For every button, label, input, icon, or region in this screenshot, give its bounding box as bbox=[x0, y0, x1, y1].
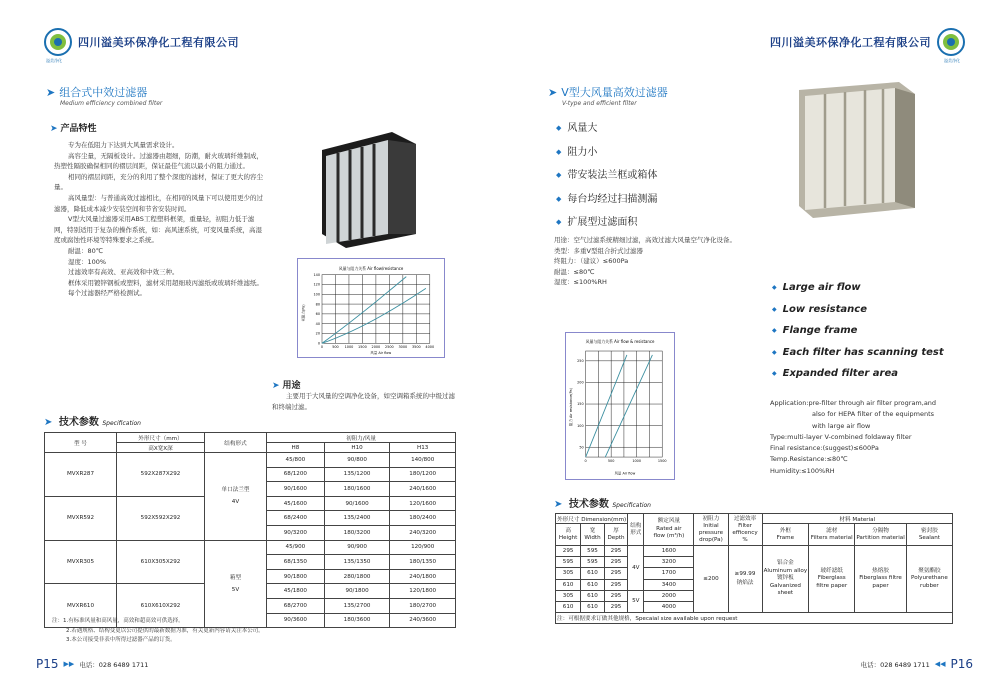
en-feature-item: ◆ Flange frame bbox=[772, 320, 944, 342]
resistance-cell: 68/2400 bbox=[267, 511, 325, 526]
left-footer bbox=[36, 657, 148, 671]
cn-feature-item: ◆ 每台均经过扫描测漏 bbox=[556, 188, 657, 212]
h-cn: 高 bbox=[565, 527, 571, 534]
resistance-cell: 140/800 bbox=[390, 453, 456, 468]
brand-right bbox=[770, 28, 965, 56]
size-cell: 610X305X292 bbox=[117, 540, 205, 584]
model-cell: MVXR592 bbox=[45, 496, 117, 540]
y-tick-label: 150 bbox=[577, 402, 584, 407]
init-cn: 初阻力 bbox=[702, 515, 720, 522]
flow-cell: 3400 bbox=[644, 579, 694, 590]
model-cell: MVXR287 bbox=[45, 453, 117, 497]
cn-info-line: 耐温：≤80℃ bbox=[554, 267, 595, 276]
logo-caption-right: 溢美净化 bbox=[944, 58, 960, 63]
cn-feature-item: ◆ 阻力小 bbox=[556, 141, 657, 165]
seal-material-cell bbox=[906, 546, 952, 613]
cn-feature-item: ◆ 扩展型过滤面积 bbox=[556, 211, 657, 235]
dim-cell: 595 bbox=[556, 557, 581, 568]
resistance-cell: 180/3600 bbox=[324, 613, 390, 628]
en-feature-item: ◆ Expanded filter area bbox=[772, 363, 944, 385]
page-number-right: P16 bbox=[950, 657, 973, 671]
cn-info-text bbox=[554, 235, 744, 288]
struct-cell: 5V bbox=[628, 590, 644, 612]
media-cn: 滤材 bbox=[826, 527, 838, 534]
material-line: 玻纤滤纸 bbox=[820, 567, 843, 574]
left-flow-resistance-chart bbox=[297, 258, 445, 358]
x-tick-label: 2000 bbox=[371, 345, 381, 350]
struct-cell: 4V bbox=[628, 546, 644, 591]
features-paragraph: 高风量型：与普通高效过滤相比，在相同的风量下可以使用更少的过滤器，降低成本减少安装空间和节省安装时间。 bbox=[54, 193, 263, 213]
en-info-line: with large air flow bbox=[812, 421, 871, 430]
spec-heading-cn: 技术参数 bbox=[568, 499, 609, 510]
struct-cell bbox=[205, 453, 267, 541]
en-feature-item: ◆ Large air flow bbox=[772, 277, 944, 299]
dim-cell: 305 bbox=[556, 590, 581, 601]
resistance-cell: 180/2400 bbox=[390, 511, 456, 526]
struct-v: 5V bbox=[231, 586, 240, 593]
material-line: Fiberglass filtre bbox=[859, 575, 902, 582]
right-spec-heading bbox=[554, 495, 651, 510]
resistance-cell: 90/3600 bbox=[267, 613, 325, 628]
chart-xlabel: 风量 Air flow bbox=[370, 351, 392, 356]
struct-type: 单口法兰型 bbox=[221, 487, 250, 494]
dim-cell: 295 bbox=[604, 601, 628, 612]
resistance-cell: 240/1800 bbox=[390, 569, 456, 584]
chart-xlabel: 风量 Air flow bbox=[614, 471, 636, 476]
col-height bbox=[556, 524, 581, 546]
size-cell: 610X610X292 bbox=[117, 584, 205, 628]
col-struct: 结构形式 bbox=[628, 514, 644, 546]
material-line: Polyurethane bbox=[911, 575, 948, 582]
table-note: 注：可根据要求订做其他规格，Specaial size available upon request bbox=[556, 613, 953, 624]
cn-feature-item: ◆ 带安装法兰框或箱体 bbox=[556, 164, 657, 188]
x-tick-label: 1000 bbox=[344, 345, 354, 350]
x-tick-label: 500 bbox=[607, 458, 615, 463]
resistance-cell: 180/3200 bbox=[324, 525, 390, 540]
col-h13: H13 bbox=[390, 443, 456, 453]
model-cell: MVXR305 bbox=[45, 540, 117, 584]
sep-material-cell bbox=[855, 546, 907, 613]
usage-heading: ➤ 用途 bbox=[272, 378, 301, 391]
features-paragraph: V型大风量过滤器采用ABS工程塑料框架，重量轻，初阻力低于滤网，特别适用于复杂的操作系统，如：高风速系统，可变风量系统，高湿度或腐蚀性环境等特殊要求之系统。 bbox=[54, 215, 262, 245]
cn-info-line: 湿度：≤100%RH bbox=[554, 278, 607, 287]
cn-info-line: 类型：多重V型组合折式过滤器 bbox=[554, 246, 643, 255]
y-tick-label: 50 bbox=[579, 445, 584, 450]
col-resist: 初阻力/风量 bbox=[267, 433, 456, 443]
en-info-line: Application:pre-filter through air filter program,and bbox=[770, 399, 937, 407]
eff-cn: 过滤效率 bbox=[733, 515, 757, 522]
tel-left: 电话：028 6489 1711 bbox=[79, 660, 149, 669]
struct-v: 4V bbox=[231, 499, 240, 506]
page-number-left: P15 bbox=[36, 657, 59, 671]
material-line: Galvanized bbox=[769, 582, 801, 589]
y-tick-label: 100 bbox=[577, 423, 584, 428]
double-arrow-left-icon: ◀◀ bbox=[934, 660, 946, 668]
resistance-cell: 120/1800 bbox=[390, 584, 456, 599]
frame-material-cell bbox=[762, 546, 809, 613]
en-feature-item: ◆ Each filter has scanning test bbox=[772, 342, 944, 364]
spec-heading-en: Specification bbox=[102, 420, 141, 427]
right-flow-resistance-chart bbox=[565, 332, 675, 480]
col-material: 材料 Material bbox=[762, 514, 952, 524]
struct-cell bbox=[205, 540, 267, 628]
flow-cell: 1700 bbox=[644, 568, 694, 579]
col-init bbox=[694, 514, 728, 546]
resistance-cell: 90/1800 bbox=[267, 569, 325, 584]
y-tick-label: 200 bbox=[577, 380, 584, 385]
col-h8: H8 bbox=[267, 443, 325, 453]
dim-cell: 595 bbox=[581, 546, 604, 557]
col-struct: 结构形式 bbox=[205, 433, 267, 453]
note-1: 注：1.有标准风量和高风量，高效和超高效可供选择。 bbox=[52, 618, 184, 624]
resistance-cell: 45/800 bbox=[267, 453, 325, 468]
spec-heading-cn: 技术参数 bbox=[58, 417, 99, 428]
en-info-line: Final resistance:(suggest)≤600Pa bbox=[770, 444, 879, 453]
flow-cell: 2000 bbox=[644, 590, 694, 601]
col-dimension: 外形尺寸 Dimension(mm) bbox=[556, 514, 628, 524]
resistance-cell: 180/1350 bbox=[390, 555, 456, 570]
features-paragraph: 高容尘量，无隔板设计。过滤器由超细，防潮，耐火玻璃纤维制成，热塑性隔胶确保相同的褶层间距，保证最佳气流以最小的阻力通过。 bbox=[54, 151, 263, 171]
resistance-cell: 68/1350 bbox=[267, 555, 325, 570]
flow-cn: 额定风量 bbox=[657, 518, 681, 525]
tel-right: 电话：028 6489 1711 bbox=[860, 660, 930, 669]
resistance-cell: 240/3600 bbox=[390, 613, 456, 628]
x-tick-label: 3000 bbox=[398, 345, 408, 350]
col-depth bbox=[604, 524, 628, 546]
y-tick-label: 120 bbox=[313, 282, 321, 287]
en-info-line: also for HEPA filter of the equipments bbox=[812, 410, 935, 419]
features-heading: ➤ 产品特性 bbox=[50, 121, 97, 134]
table-row bbox=[45, 453, 456, 468]
features-text bbox=[54, 140, 266, 299]
struct-type: 箱型 bbox=[229, 574, 242, 581]
init-en3: drop(Pa) bbox=[699, 536, 723, 543]
cn-info-line: 用途：空气过滤系统精细过滤，高效过滤大风量空气净化设备。 bbox=[554, 236, 736, 244]
dim-cell: 610 bbox=[581, 601, 604, 612]
left-spec-table bbox=[44, 432, 456, 628]
left-title-en: Medium efficiency combined filter bbox=[60, 100, 163, 107]
resistance-cell: 90/900 bbox=[324, 540, 390, 555]
resistance-cell: 135/2400 bbox=[324, 511, 390, 526]
seal-en: Sealant bbox=[918, 534, 940, 541]
material-line: 镀锌板 bbox=[776, 575, 794, 582]
y-tick-label: 40 bbox=[315, 321, 321, 326]
combined-filter-image bbox=[312, 130, 420, 250]
eff-value: ≥99.99 bbox=[734, 571, 756, 578]
right-title-en: V-type and efficient filter bbox=[562, 100, 637, 107]
media-en: Filters material bbox=[810, 534, 853, 541]
resistance-cell: 90/800 bbox=[324, 453, 390, 468]
resistance-cell: 240/3200 bbox=[390, 525, 456, 540]
y-tick-label: 250 bbox=[577, 359, 584, 364]
col-h10: H10 bbox=[324, 443, 390, 453]
eff-en1: Filter bbox=[738, 522, 752, 529]
flow-en1: Rated air bbox=[656, 525, 682, 532]
curve-a bbox=[586, 355, 627, 457]
en-info-line: Humidity:≤100%RH bbox=[770, 466, 835, 475]
w-en: Width bbox=[584, 534, 601, 541]
flow-en2: flow (m³/h) bbox=[653, 533, 685, 540]
x-tick-label: 1000 bbox=[632, 458, 642, 463]
en-feature-list bbox=[772, 277, 944, 385]
resistance-cell: 90/1600 bbox=[267, 482, 325, 497]
chart-ylabel: 阻力 Air resistance(Pa) bbox=[568, 388, 573, 426]
resistance-cell: 90/1800 bbox=[324, 584, 390, 599]
dim-cell: 295 bbox=[604, 557, 628, 568]
resistance-cell: 180/2700 bbox=[390, 598, 456, 613]
col-frame bbox=[762, 524, 809, 546]
eff-method: 钠焰法 bbox=[736, 580, 754, 587]
dim-cell: 295 bbox=[604, 568, 628, 579]
right-spec-table bbox=[555, 513, 953, 624]
init-cell: ≤200 bbox=[694, 546, 728, 613]
seal-cn: 密封胶 bbox=[921, 527, 938, 534]
y-tick-label: 0 bbox=[317, 341, 321, 346]
cn-info-line: 终阻力：（建议）≤600Pa bbox=[554, 257, 629, 266]
chart-ylabel: 初阻力(Pa) bbox=[301, 304, 306, 322]
resistance-cell: 68/1200 bbox=[267, 467, 325, 482]
resistance-cell: 180/1200 bbox=[390, 467, 456, 482]
dim-cell: 610 bbox=[581, 579, 604, 590]
right-footer bbox=[861, 657, 973, 671]
spec-heading-en: Specification bbox=[612, 502, 651, 509]
logo-caption-left: 溢美净化 bbox=[46, 58, 62, 63]
model-cell: MVXR610 bbox=[45, 584, 117, 628]
en-info-text bbox=[770, 398, 970, 477]
resistance-cell: 45/900 bbox=[267, 540, 325, 555]
size-cell: 592X287X292 bbox=[117, 453, 205, 497]
resistance-cell: 120/900 bbox=[390, 540, 456, 555]
resistance-cell: 135/1200 bbox=[324, 467, 390, 482]
col-size-sub: 高X宽X深 bbox=[117, 443, 205, 453]
col-eff bbox=[728, 514, 762, 546]
curve-b bbox=[605, 355, 652, 457]
media-material-cell bbox=[809, 546, 855, 613]
dim-cell: 295 bbox=[604, 590, 628, 601]
resistance-cell: 120/1600 bbox=[390, 496, 456, 511]
material-line: 热熔胶 bbox=[872, 567, 889, 574]
features-paragraph: 湿度：100% bbox=[68, 257, 107, 266]
right-title-cn: ➤ V型大风量高效过滤器 bbox=[548, 84, 668, 100]
sep-en: Partition material bbox=[856, 534, 905, 541]
col-size: 外形尺寸（mm） bbox=[117, 433, 205, 443]
frame-en: Frame bbox=[776, 534, 795, 541]
chart-title: 风量与阻力关系 Air flow & resistance bbox=[585, 339, 655, 345]
material-line: rubber bbox=[920, 582, 939, 589]
material-line: Aluminum alloy bbox=[763, 567, 808, 574]
resistance-cell: 135/1350 bbox=[324, 555, 390, 570]
company-logo-icon bbox=[44, 28, 72, 56]
col-seal bbox=[906, 524, 952, 546]
dim-cell: 610 bbox=[556, 579, 581, 590]
cn-feature-item: ◆ 风量大 bbox=[556, 117, 657, 141]
left-section-title bbox=[46, 84, 162, 107]
sep-cn: 分隔物 bbox=[872, 527, 889, 534]
table-row bbox=[556, 546, 953, 557]
init-en1: Initial bbox=[703, 522, 719, 529]
resistance-cell: 240/1600 bbox=[390, 482, 456, 497]
x-tick-label: 4000 bbox=[425, 345, 435, 350]
eff-en2: efficency bbox=[732, 529, 758, 536]
dim-cell: 610 bbox=[556, 601, 581, 612]
col-width bbox=[581, 524, 604, 546]
note-3: 3.本公司接受非表中所得过滤器产品的订货。 bbox=[66, 637, 176, 643]
x-tick-label: 0 bbox=[584, 458, 587, 463]
size-cell: 592X592X292 bbox=[117, 496, 205, 540]
material-line: 聚氨酯胶 bbox=[918, 567, 941, 574]
dim-cell: 595 bbox=[581, 557, 604, 568]
company-name-left: 四川溢美环保净化工程有限公司 bbox=[78, 36, 239, 49]
frame-cn: 外框 bbox=[779, 527, 791, 534]
dim-cell: 295 bbox=[604, 579, 628, 590]
table-note-row bbox=[556, 613, 953, 624]
flow-cell: 3200 bbox=[644, 557, 694, 568]
eff-en3: % bbox=[742, 536, 748, 543]
features-paragraph: 框体采用镀锌钢板或塑料，滤材采用超细玻丙滤纸或玻璃纤维滤纸。 bbox=[68, 278, 263, 287]
left-notes bbox=[52, 617, 264, 646]
x-tick-label: 3500 bbox=[411, 345, 421, 350]
v-type-filter-image bbox=[795, 80, 917, 220]
dim-cell: 295 bbox=[556, 546, 581, 557]
x-tick-label: 500 bbox=[332, 345, 339, 350]
right-section-title bbox=[548, 84, 668, 107]
usage-text: 主要用于大风量的空调净化设备，如空调箱系统的中级过滤和终端过滤。 bbox=[272, 392, 455, 411]
material-line: paper bbox=[872, 582, 889, 589]
resistance-cell: 135/2700 bbox=[324, 598, 390, 613]
en-info-line: Type:multi-layer V-combined foldaway filter bbox=[770, 432, 912, 441]
x-tick-label: 1500 bbox=[358, 345, 367, 350]
resistance-cell: 68/2700 bbox=[267, 598, 325, 613]
resistance-cell: 45/1800 bbox=[267, 584, 325, 599]
brand-left bbox=[44, 28, 239, 56]
left-spec-heading bbox=[44, 413, 141, 428]
y-tick-label: 140 bbox=[313, 272, 321, 277]
curve-h8 bbox=[322, 288, 426, 343]
resistance-cell: 90/3200 bbox=[267, 525, 325, 540]
x-tick-label: 1500 bbox=[657, 458, 667, 463]
table-row bbox=[45, 540, 456, 555]
col-model: 型 号 bbox=[45, 433, 117, 453]
dim-cell: 610 bbox=[581, 590, 604, 601]
cn-feature-list bbox=[556, 117, 657, 235]
material-line: filtre paper bbox=[816, 582, 848, 589]
chart-title: 风量与阻力关系 Air flow/resistance bbox=[338, 265, 404, 271]
flow-cell: 1600 bbox=[644, 546, 694, 557]
en-feature-item: ◆ Low resistance bbox=[772, 299, 944, 321]
double-arrow-right-icon: ▶▶ bbox=[63, 660, 75, 668]
resistance-cell: 45/1600 bbox=[267, 496, 325, 511]
features-paragraph: 相同的褶层间距，充分的利用了整个深度的滤材，保证了更大的容尘量。 bbox=[54, 172, 263, 192]
x-tick-label: 0 bbox=[320, 345, 324, 350]
dim-cell: 305 bbox=[556, 568, 581, 579]
en-info-line: Temp.Resistance:≤80℃ bbox=[770, 455, 848, 464]
features-paragraph: 专为在低阻力下达到大风量需求设计。 bbox=[68, 141, 179, 149]
company-name-right: 四川溢美环保净化工程有限公司 bbox=[770, 36, 931, 49]
y-tick-label: 60 bbox=[315, 312, 321, 317]
d-en: Depth bbox=[607, 534, 625, 541]
init-en2: pressure bbox=[698, 529, 724, 536]
x-tick-label: 2500 bbox=[385, 345, 394, 350]
features-paragraph: 耐温：80℃ bbox=[68, 246, 104, 255]
y-tick-label: 80 bbox=[315, 302, 321, 307]
resistance-cell: 280/1800 bbox=[324, 569, 390, 584]
dim-cell: 610 bbox=[581, 568, 604, 579]
resistance-cell: 180/1600 bbox=[324, 482, 390, 497]
d-cn: 厚 bbox=[613, 527, 619, 534]
material-line: Fiberglass bbox=[817, 575, 846, 582]
y-tick-label: 20 bbox=[315, 331, 321, 336]
features-paragraph: 每个过滤器经严格检测试。 bbox=[68, 289, 146, 298]
features-paragraph: 过滤效率有高效、亚高效和中效三种。 bbox=[68, 268, 179, 277]
eff-cell bbox=[728, 546, 762, 613]
dim-cell: 295 bbox=[604, 546, 628, 557]
col-flow bbox=[644, 514, 694, 546]
company-logo-icon bbox=[937, 28, 965, 56]
note-2: 2.若遇规格、结构变更以公司提供的最新数据为准，有关更新内容请关注本公司。 bbox=[66, 627, 264, 634]
material-line: 铝合金 bbox=[776, 560, 794, 567]
resistance-cell: 90/1600 bbox=[324, 496, 390, 511]
material-line: sheet bbox=[777, 590, 794, 597]
flow-cell: 4000 bbox=[644, 601, 694, 612]
y-tick-label: 100 bbox=[313, 292, 321, 297]
col-sep bbox=[855, 524, 907, 546]
w-cn: 宽 bbox=[589, 527, 596, 534]
h-en: Height bbox=[558, 534, 578, 541]
left-title-cn: ➤ 组合式中效过滤器 bbox=[46, 84, 162, 100]
col-media bbox=[809, 524, 855, 546]
